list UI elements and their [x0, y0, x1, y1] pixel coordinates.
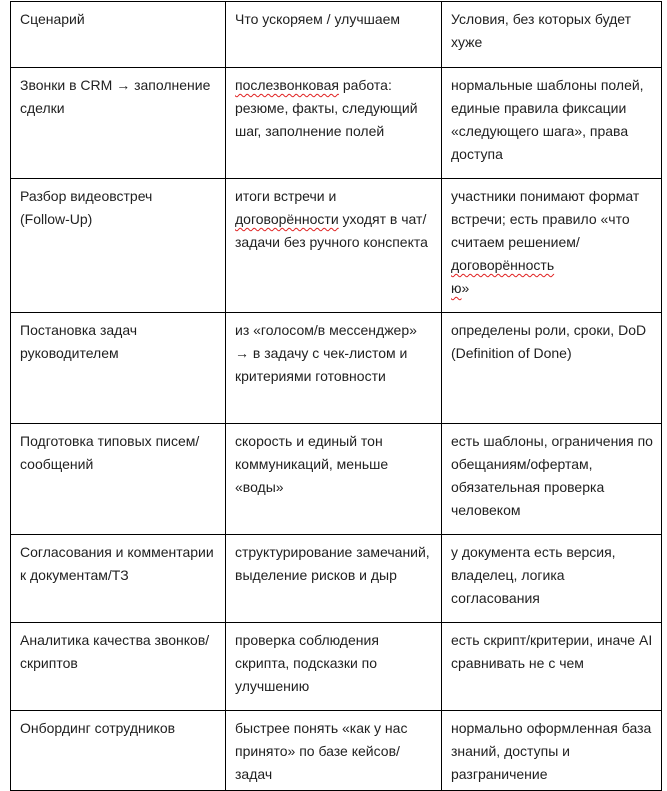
- header-cell-scenario: Сценарий: [11, 2, 226, 68]
- spellcheck-word: послезвонковая: [235, 77, 339, 93]
- improve-cell: быстрее понять «как у нас принято» по базе кейсов/задач: [226, 711, 442, 791]
- conditions-text: участники понимают формат встречи; есть правило «что считаем решением/: [451, 188, 640, 250]
- scenario-cell: Звонки в CRM → заполнение сделки: [11, 68, 226, 179]
- conditions-cell: определены роли, сроки, DoD (Definition of Done): [442, 313, 662, 424]
- table-row: [11, 68, 662, 179]
- scenario-cell: Подготовка типовых писем/сообщений: [11, 424, 226, 535]
- improve-text: работа: резюме, факты, следующий шаг, заполнение полей: [235, 77, 418, 139]
- scenario-cell: Согласования и комментарии к документам/ТЗ: [11, 535, 226, 623]
- conditions-text: »: [461, 280, 470, 296]
- table-row: [11, 535, 662, 623]
- improve-cell: [226, 179, 442, 313]
- scenario-cell: Онбординг сотрудников: [11, 711, 226, 791]
- table-row: [11, 424, 662, 535]
- improve-text: уходят в чат/задачи без ручного конспекта: [235, 211, 428, 250]
- conditions-cell: [442, 179, 662, 313]
- scenarios-table: [10, 1, 662, 791]
- improve-cell: проверка соблюдения скрипта, подсказки по улучшению: [226, 623, 442, 711]
- scenario-cell: Разбор видеовстреч (Follow-Up): [11, 179, 226, 313]
- conditions-cell: есть шаблоны, ограничения по обещаниям/офертам, обязательная проверка человеком: [442, 424, 662, 535]
- improve-text: итоги встречи и: [235, 188, 337, 204]
- header-cell-conditions: Условия, без которых будет хуже: [442, 2, 662, 68]
- improve-cell: структурирование замечаний, выделение рисков и дыр: [226, 535, 442, 623]
- table-row: [11, 623, 662, 711]
- table-row: [11, 711, 662, 791]
- table-header-row: [11, 2, 662, 68]
- scenario-cell: Постановка задач руководителем: [11, 313, 226, 424]
- scenario-cell: Аналитика качества звонков/скриптов: [11, 623, 226, 711]
- conditions-cell: у документа есть версия, владелец, логика согласования: [442, 535, 662, 623]
- header-cell-improve: Что ускоряем / улучшаем: [226, 2, 442, 68]
- table-row: [11, 179, 662, 313]
- conditions-cell: есть скрипт/критерии, иначе AI сравнивать не с чем: [442, 623, 662, 711]
- improve-cell: из «голосом/в мессенджер» → в задачу с чек-листом и критериями готовности: [226, 313, 442, 424]
- spellcheck-word: договорённость ю: [451, 257, 555, 296]
- conditions-cell: нормальные шаблоны полей, единые правила фиксации «следующего шага», права доступа: [442, 68, 662, 179]
- improve-cell: скорость и единый тон коммуникаций, меньше «воды»: [226, 424, 442, 535]
- spellcheck-word: договорённости: [235, 211, 339, 227]
- conditions-cell: нормально оформленная база знаний, доступы и разграничение: [442, 711, 662, 791]
- table-row: [11, 313, 662, 424]
- improve-cell: [226, 68, 442, 179]
